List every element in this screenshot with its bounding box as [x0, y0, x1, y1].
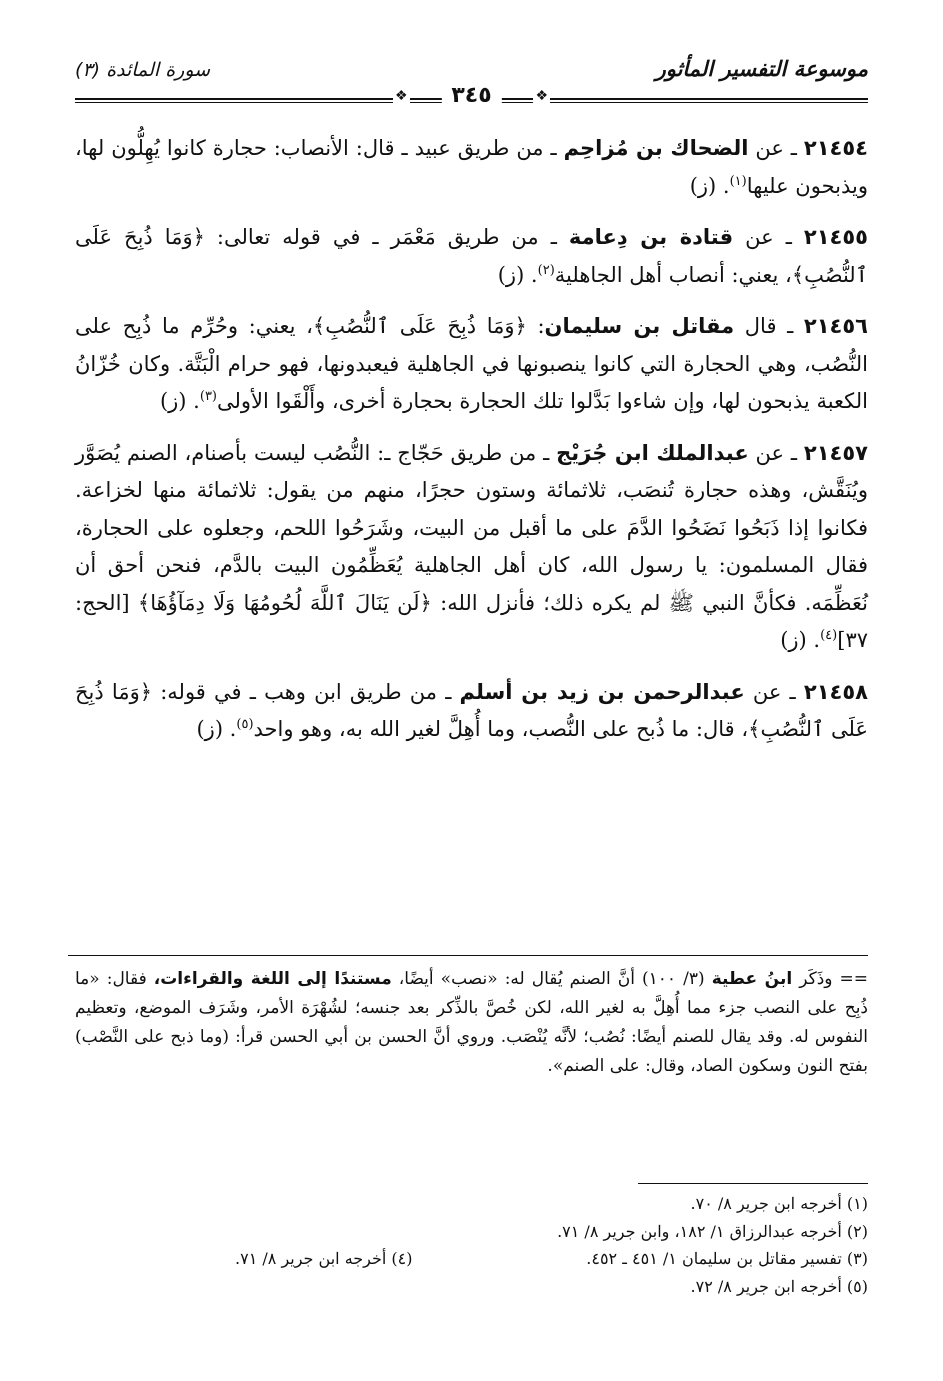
- entry-text: ـ من طريق عبيد ـ قال: الأنصاب: حجارة كانوا يُهِلُّون لها، ويذبحون عليها: [75, 136, 868, 198]
- entry-number: ٢١٤٥٧: [803, 440, 868, 465]
- footnote: (٥) أخرجه ابن جرير ٨/ ٧٢.: [690, 1276, 868, 1296]
- book-title: موسوعة التفسير المأثور: [655, 57, 868, 81]
- footnote: (٤) أخرجه ابن جرير ٨/ ٧١.: [235, 1249, 413, 1268]
- ornament-icon: ❖: [535, 88, 548, 104]
- entry: ٢١٤٥٧ ـ عن عبدالملك ابن جُرَيْج ـ من طريق حَجّاج ـ: النُّصُب ليست بأصنام، الصنم يُصَوَّر ويُنَقَّش، وهذه حجارة تُنصَب، ثلاثمائة وستون حجرًا، منهم من يقول: ثلاثمائة منها لخزاعة. فكانوا إذا ذَبَحُوا نَضَحُوا الدَّمَ على ما أقبل من البيت، وشَرَحُوا اللحم، وجعلوه على الحجارة، فقال المسلمون: يا رسول الله، كان أهل الجاهلية يُعَظِّمُون البيت بالدَّم، فنحن أحق أن نُعَظِّمَه. فكأنَّ النبي ﷺ لم يكره ذلك؛ فأنزل الله: ﴿لَن يَنَالَ ٱللَّهَ لُحُومُهَا وَلَا دِمَآؤُهَا﴾ [الحج: ٣٧]$^{(٤)}$. (ز): [75, 440, 868, 652]
- footnote-marker[interactable]: (٣): [199, 389, 217, 404]
- note-emphasis: مستندًا إلى اللغة والقراءات،: [153, 969, 392, 989]
- note-divider: [68, 955, 868, 956]
- entry: ٢١٤٥٨ ـ عن عبدالرحمن بن زيد بن أسلم ـ من طريق ابن وهب ـ في قوله: ﴿وَمَا ذُبِحَ عَلَى ٱلنُّصُبِ﴾، قال: ما ذُبح على النُّصب، وما أُهِلَّ لغير الله به، وهو واحد$^{(٥)}$. (ز): [75, 679, 868, 741]
- entry-number: ٢١٤٥٥: [803, 225, 868, 249]
- entry: ٢١٤٥٦ ـ قال مقاتل بن سليمان: ﴿وَمَا ذُبِحَ عَلَى ٱلنُّصُبِ﴾، يعني: وحُرِّم ما ذُبِح على النُّصُب، وهي الحجارة التي كانوا ينصبونها في الجاهلية فيعبدونها، فهو حرام الْبَتَّة. وكان خُزّانُ الكعبة يذبحون لها، وإن شاءوا بَدَّلوا تلك الحجارة بحجارة أخرى، وأَلْقَوا الأولى$^{(٣)}$. (ز): [75, 314, 868, 413]
- footnote-row: [75, 1245, 868, 1273]
- footnote-marker[interactable]: (١): [729, 173, 747, 189]
- footnote-divider: [638, 1183, 868, 1184]
- entry-author: مقاتل بن سليمان: [544, 314, 735, 338]
- page-number: ٣٤٥: [441, 83, 501, 108]
- entry-text: : ﴿وَمَا ذُبِحَ عَلَى ٱلنُّصُبِ﴾، يعني: وحُرِّم ما ذُبِح على النُّصُب، وهي الحجارة التي كانوا ينصبونها في الجاهلية فيعبدونها، فهو حرام الْبَتَّة. وكان خُزّانُ الكعبة يذبحون لها، وإن شاءوا بَدَّلوا تلك الحجارة بحجارة أخرى، وأَلْقَوا الأولى: [75, 314, 868, 413]
- footnote: (٢) أخرجه عبدالرزاق ١/ ١٨٢، وابن جرير ٨/ ٧١.: [557, 1221, 868, 1241]
- entry: ٢١٤٥٥ ـ عن قتادة بن دِعامة ـ من طريق مَعْمَر ـ في قوله تعالى: ﴿وَمَا ذُبِحَ عَلَى ٱلنُّصُبِ﴾، يعني: أنصاب أهل الجاهلية$^{(٢)}$. (ز): [75, 225, 868, 287]
- footnote-marker[interactable]: (٥): [236, 717, 254, 732]
- entry-author: عبدالرحمن بن زيد بن أسلم: [459, 679, 745, 704]
- entry-number: ٢١٤٥٦: [803, 314, 868, 338]
- note-continuation: == وذَكَر ابنُ عطية (٣/ ١٠٠) أنَّ الصنم يُقال له: «نصب» أيضًا، مستندًا إلى اللغة والقراءات، فقال: «ما ذُبِح على النصب جزء مما أُهِلَّ به لغير الله، لكن خُصَّ بالذِّكر بعد جنسه؛ لشُهْرَة الأمر، وشَرَف الموضع، وتعظيم النفوس له. وقد يقال للصنم أيضًا: نُصُب؛ لأنَّه يُنْصَب. وروي أنَّ الحسن بن أبي الحسن قرأ: (وما ذبح على النَّصْب) بفتح النون وسكون الصاد، وقال: على الصنم».: [75, 969, 869, 1076]
- footnote: (١) أخرجه ابن جرير ٨/ ٧٠.: [690, 1194, 868, 1213]
- entry-author: الضحاك بن مُزاحِم: [563, 136, 749, 160]
- entry-text: ـ من طريق ابن وهب ـ في قوله: ﴿وَمَا ذُبِحَ عَلَى ٱلنُّصُبِ﴾، قال: ما ذُبح على النُّصب، وما أُهِلَّ لغير الله به، وهو واحد: [75, 679, 868, 741]
- entry-number: ٢١٤٥٨: [803, 679, 868, 704]
- page-header: [75, 55, 868, 108]
- entry-author: قتادة بن دِعامة: [568, 225, 734, 249]
- surah-title: سورة المائدة (٣): [75, 59, 211, 81]
- footnote: (٣) تفسير مقاتل بن سليمان ١/ ٤٥١ ـ ٤٥٢.: [586, 1249, 868, 1268]
- note-author: ابنُ عطية: [711, 969, 793, 989]
- ornament-icon: ❖: [395, 88, 408, 104]
- footnote-marker[interactable]: (٤): [820, 628, 838, 643]
- entry-author: عبدالملك ابن جُرَيْج: [556, 440, 749, 465]
- main-text: [75, 130, 868, 763]
- entry-text: ـ من طريق مَعْمَر ـ في قوله تعالى: ﴿وَمَا ذُبِحَ عَلَى ٱلنُّصُبِ﴾، يعني: أنصاب أهل الجاهلية: [75, 225, 868, 287]
- entry-text: ـ من طريق حَجّاج ـ: النُّصُب ليست بأصنام، الصنم يُصَوَّر ويُنَقَّش، وهذه حجارة تُنصَب، ثلاثمائة وستون حجرًا، منهم من يقول: ثلاثمائة منها لخزاعة. فكانوا إذا ذَبَحُوا نَضَحُوا الدَّمَ على ما أقبل من البيت، وشَرَحُوا اللحم، وجعلوه على الحجارة، فقال المسلمون: يا رسول الله، كان أهل الجاهلية يُعَظِّمُون البيت بالدَّم، فنحن أحق أن نُعَظِّمَه. فكأنَّ النبي ﷺ لم يكره ذلك؛ فأنزل الله: ﴿لَن يَنَالَ ٱللَّهَ لُحُومُهَا وَلَا دِمَآؤُهَا﴾ [الحج: ٣٧]: [75, 440, 868, 652]
- footnote-marker[interactable]: (٢): [537, 262, 555, 278]
- entry: ٢١٤٥٤ ـ عن الضحاك بن مُزاحِم ـ من طريق عبيد ـ قال: الأنصاب: حجارة كانوا يُهِلُّون لها، ويذبحون عليها$^{(١)}$. (ز): [75, 136, 868, 198]
- entry-number: ٢١٤٥٤: [803, 136, 868, 160]
- footnotes: [75, 1190, 868, 1300]
